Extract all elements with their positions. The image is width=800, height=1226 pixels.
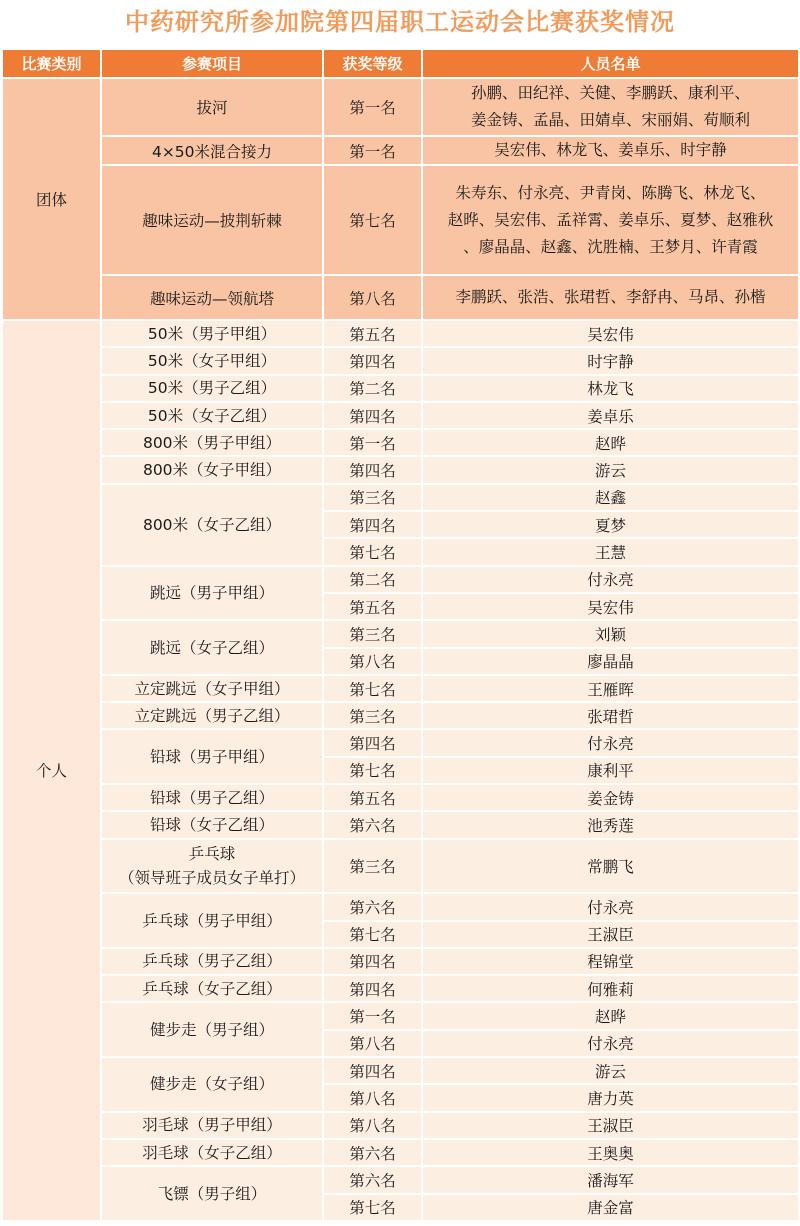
event-name (101, 784, 323, 811)
people-line: 孙鹏、田纪祥、关健、李鹏跃、康利平、 (470, 84, 750, 102)
award-rank: 第六名 (323, 893, 422, 920)
winner-name: 吴宏伟 (422, 593, 799, 620)
event-line: 800米（男子甲组） (142, 433, 282, 452)
winner-name: 王淑臣 (422, 921, 799, 948)
award-rank: 第三名 (323, 839, 422, 894)
event-line: 铅球（男子甲组） (149, 747, 274, 766)
winner-name: 程锦堂 (422, 948, 799, 975)
awards-body (2, 78, 799, 1221)
individual-row (2, 456, 799, 483)
winner-name: 张珺哲 (422, 702, 799, 729)
winner-name: 唐力英 (422, 1084, 799, 1111)
individual-row (2, 811, 799, 838)
event-line: 铅球（男子乙组） (149, 788, 274, 807)
event-name (101, 811, 323, 838)
individual-row (2, 375, 799, 402)
individual-row (2, 429, 799, 456)
event-name (101, 402, 323, 429)
event-line: 800米（女子甲组） (142, 461, 282, 480)
people-list (422, 165, 799, 275)
category-team: 团体 (2, 78, 101, 320)
event-name (101, 347, 323, 374)
winner-name: 夏梦 (422, 511, 799, 538)
award-rank: 第四名 (323, 347, 422, 374)
team-row (2, 78, 799, 136)
event-line: 800米（女子乙组） (142, 515, 282, 534)
award-rank: 第三名 (323, 620, 422, 647)
individual-row (2, 675, 799, 702)
event-name (101, 456, 323, 483)
award-rank: 第四名 (323, 975, 422, 1002)
header-category: 比赛类别 (2, 49, 101, 78)
event-name (101, 975, 323, 1002)
individual-row (2, 1112, 799, 1139)
team-row (2, 165, 799, 275)
winner-name: 赵晔 (422, 1002, 799, 1029)
winner-name: 常鹏飞 (422, 839, 799, 894)
header-row (2, 49, 799, 78)
award-rank: 第一名 (323, 78, 422, 136)
award-rank: 第八名 (323, 1084, 422, 1111)
event-line: 乒乓球（女子乙组） (142, 979, 282, 998)
event-name (101, 1112, 323, 1139)
winner-name: 游云 (422, 456, 799, 483)
award-rank: 第四名 (323, 511, 422, 538)
event-line: 羽毛球（女子乙组） (142, 1143, 282, 1162)
individual-row (2, 784, 799, 811)
individual-row (2, 1139, 799, 1166)
award-rank: 第四名 (323, 948, 422, 975)
award-rank: 第七名 (323, 675, 422, 702)
event-name (101, 729, 323, 784)
event-name (101, 1002, 323, 1057)
award-rank: 第一名 (323, 1002, 422, 1029)
winner-name: 姜卓乐 (422, 402, 799, 429)
people-list (422, 78, 799, 136)
individual-row (2, 729, 799, 756)
event-line: 飞镖（男子组） (157, 1184, 267, 1203)
winner-name: 王雁晖 (422, 675, 799, 702)
award-rank: 第三名 (323, 702, 422, 729)
page-title: 中药研究所参加院第四届职工运动会比赛获奖情况 (125, 8, 675, 36)
event-line: 跳远（女子乙组） (149, 638, 274, 657)
event-name: 趣味运动—披荆斩棘 (101, 165, 323, 275)
award-rank: 第五名 (323, 784, 422, 811)
event-name: 拔河 (101, 78, 323, 136)
award-rank: 第一名 (323, 136, 422, 165)
individual-row (2, 347, 799, 374)
event-name (101, 839, 323, 894)
event-line: 健步走（女子组） (149, 1075, 274, 1094)
event-name (101, 675, 323, 702)
category-individual: 个人 (2, 320, 101, 1221)
people-line: 朱寿东、付永亮、尹青岗、陈腾飞、林龙飞、 (455, 183, 766, 202)
individual-row (2, 320, 799, 347)
award-rank: 第三名 (323, 484, 422, 511)
award-rank: 第七名 (323, 1194, 422, 1221)
event-name: 4×50米混合接力 (101, 136, 323, 165)
team-row (2, 275, 799, 320)
event-line: 羽毛球（男子甲组） (142, 1116, 282, 1135)
winner-name: 付永亮 (422, 566, 799, 593)
winner-name: 付永亮 (422, 1030, 799, 1057)
award-rank: 第六名 (323, 1166, 422, 1193)
header-rank: 获奖等级 (323, 49, 422, 78)
event-line: 跳远（男子甲组） (149, 583, 274, 602)
individual-row (2, 893, 799, 920)
winner-name: 何雅莉 (422, 975, 799, 1002)
award-rank: 第七名 (323, 757, 422, 784)
award-rank: 第四名 (323, 402, 422, 429)
winner-name: 付永亮 (422, 729, 799, 756)
event-line: 50米（女子甲组） (147, 351, 277, 370)
people-line: 李鹏跃、张浩、张珺哲、李舒冉、马昂、孙楷 (455, 288, 766, 306)
event-name (101, 1139, 323, 1166)
event-name (101, 566, 323, 621)
award-rank: 第五名 (323, 320, 422, 347)
award-rank: 第四名 (323, 456, 422, 483)
individual-row (2, 1057, 799, 1084)
event-line: 50米（男子乙组） (147, 379, 277, 398)
event-line: （领导班子成员女子单打） (118, 868, 305, 887)
award-rank: 第八名 (323, 1030, 422, 1057)
award-rank: 第八名 (323, 1112, 422, 1139)
winner-name: 赵晔 (422, 429, 799, 456)
people-line: 吴宏伟、林龙飞、姜卓乐、时宇静 (494, 141, 727, 159)
award-rank: 第八名 (323, 275, 422, 320)
people-line: 姜金铸、孟晶、田婧卓、宋丽娟、荀顺利 (470, 111, 750, 129)
winner-name: 林龙飞 (422, 375, 799, 402)
winner-name: 康利平 (422, 757, 799, 784)
event-line: 健步走（男子组） (149, 1020, 274, 1039)
people-line: 、廖晶晶、赵鑫、沈胜楠、王梦月、许青霞 (463, 237, 758, 256)
winner-name: 付永亮 (422, 893, 799, 920)
winner-name: 廖晶晶 (422, 648, 799, 675)
individual-row (2, 1166, 799, 1193)
individual-row (2, 839, 799, 894)
individual-row (2, 1002, 799, 1029)
winner-name: 池秀莲 (422, 811, 799, 838)
people-list (422, 136, 799, 165)
individual-row (2, 702, 799, 729)
event-name (101, 620, 323, 675)
header-event: 参赛项目 (101, 49, 323, 78)
team-row (2, 136, 799, 165)
event-line: 50米（男子甲组） (147, 324, 277, 343)
winner-name: 刘颖 (422, 620, 799, 647)
individual-row (2, 566, 799, 593)
award-rank: 第七名 (323, 921, 422, 948)
award-rank: 第四名 (323, 1057, 422, 1084)
header-people: 人员名单 (422, 49, 799, 78)
winner-name: 唐金富 (422, 1194, 799, 1221)
winner-name: 时宇静 (422, 347, 799, 374)
individual-row (2, 948, 799, 975)
event-name (101, 702, 323, 729)
event-name (101, 484, 323, 566)
award-rank: 第二名 (323, 375, 422, 402)
award-rank: 第五名 (323, 593, 422, 620)
event-name (101, 429, 323, 456)
individual-row (2, 975, 799, 1002)
winner-name: 游云 (422, 1057, 799, 1084)
event-line: 立定跳远（男子乙组） (134, 706, 290, 725)
event-name (101, 320, 323, 347)
winner-name: 吴宏伟 (422, 320, 799, 347)
event-name (101, 1057, 323, 1112)
award-rank: 第七名 (323, 538, 422, 565)
winner-name: 王淑臣 (422, 1112, 799, 1139)
people-list (422, 275, 799, 320)
award-rank: 第六名 (323, 811, 422, 838)
event-line: 立定跳远（女子甲组） (134, 679, 290, 698)
winner-name: 赵鑫 (422, 484, 799, 511)
award-rank: 第一名 (323, 429, 422, 456)
award-rank: 第八名 (323, 648, 422, 675)
event-name (101, 893, 323, 948)
winner-name: 王慧 (422, 538, 799, 565)
event-line: 铅球（女子乙组） (149, 815, 274, 834)
event-name: 趣味运动—领航塔 (101, 275, 323, 320)
event-name (101, 948, 323, 975)
awards-table (1, 48, 800, 1222)
winner-name: 姜金铸 (422, 784, 799, 811)
event-line: 乒乓球（男子甲组） (142, 911, 282, 930)
award-rank: 第四名 (323, 729, 422, 756)
award-rank: 第六名 (323, 1139, 422, 1166)
event-line: 乒乓球（男子乙组） (142, 952, 282, 971)
individual-row (2, 402, 799, 429)
individual-row (2, 484, 799, 511)
event-line: 50米（女子乙组） (147, 406, 277, 425)
winner-name: 潘海军 (422, 1166, 799, 1193)
event-line: 乒乓球 (188, 844, 236, 863)
award-rank: 第二名 (323, 566, 422, 593)
event-name (101, 1166, 323, 1221)
event-name (101, 375, 323, 402)
award-rank: 第七名 (323, 165, 422, 275)
people-line: 赵晔、吴宏伟、孟祥霄、姜卓乐、夏梦、赵雅秋 (447, 210, 774, 229)
winner-name: 王奥奥 (422, 1139, 799, 1166)
individual-row (2, 620, 799, 647)
